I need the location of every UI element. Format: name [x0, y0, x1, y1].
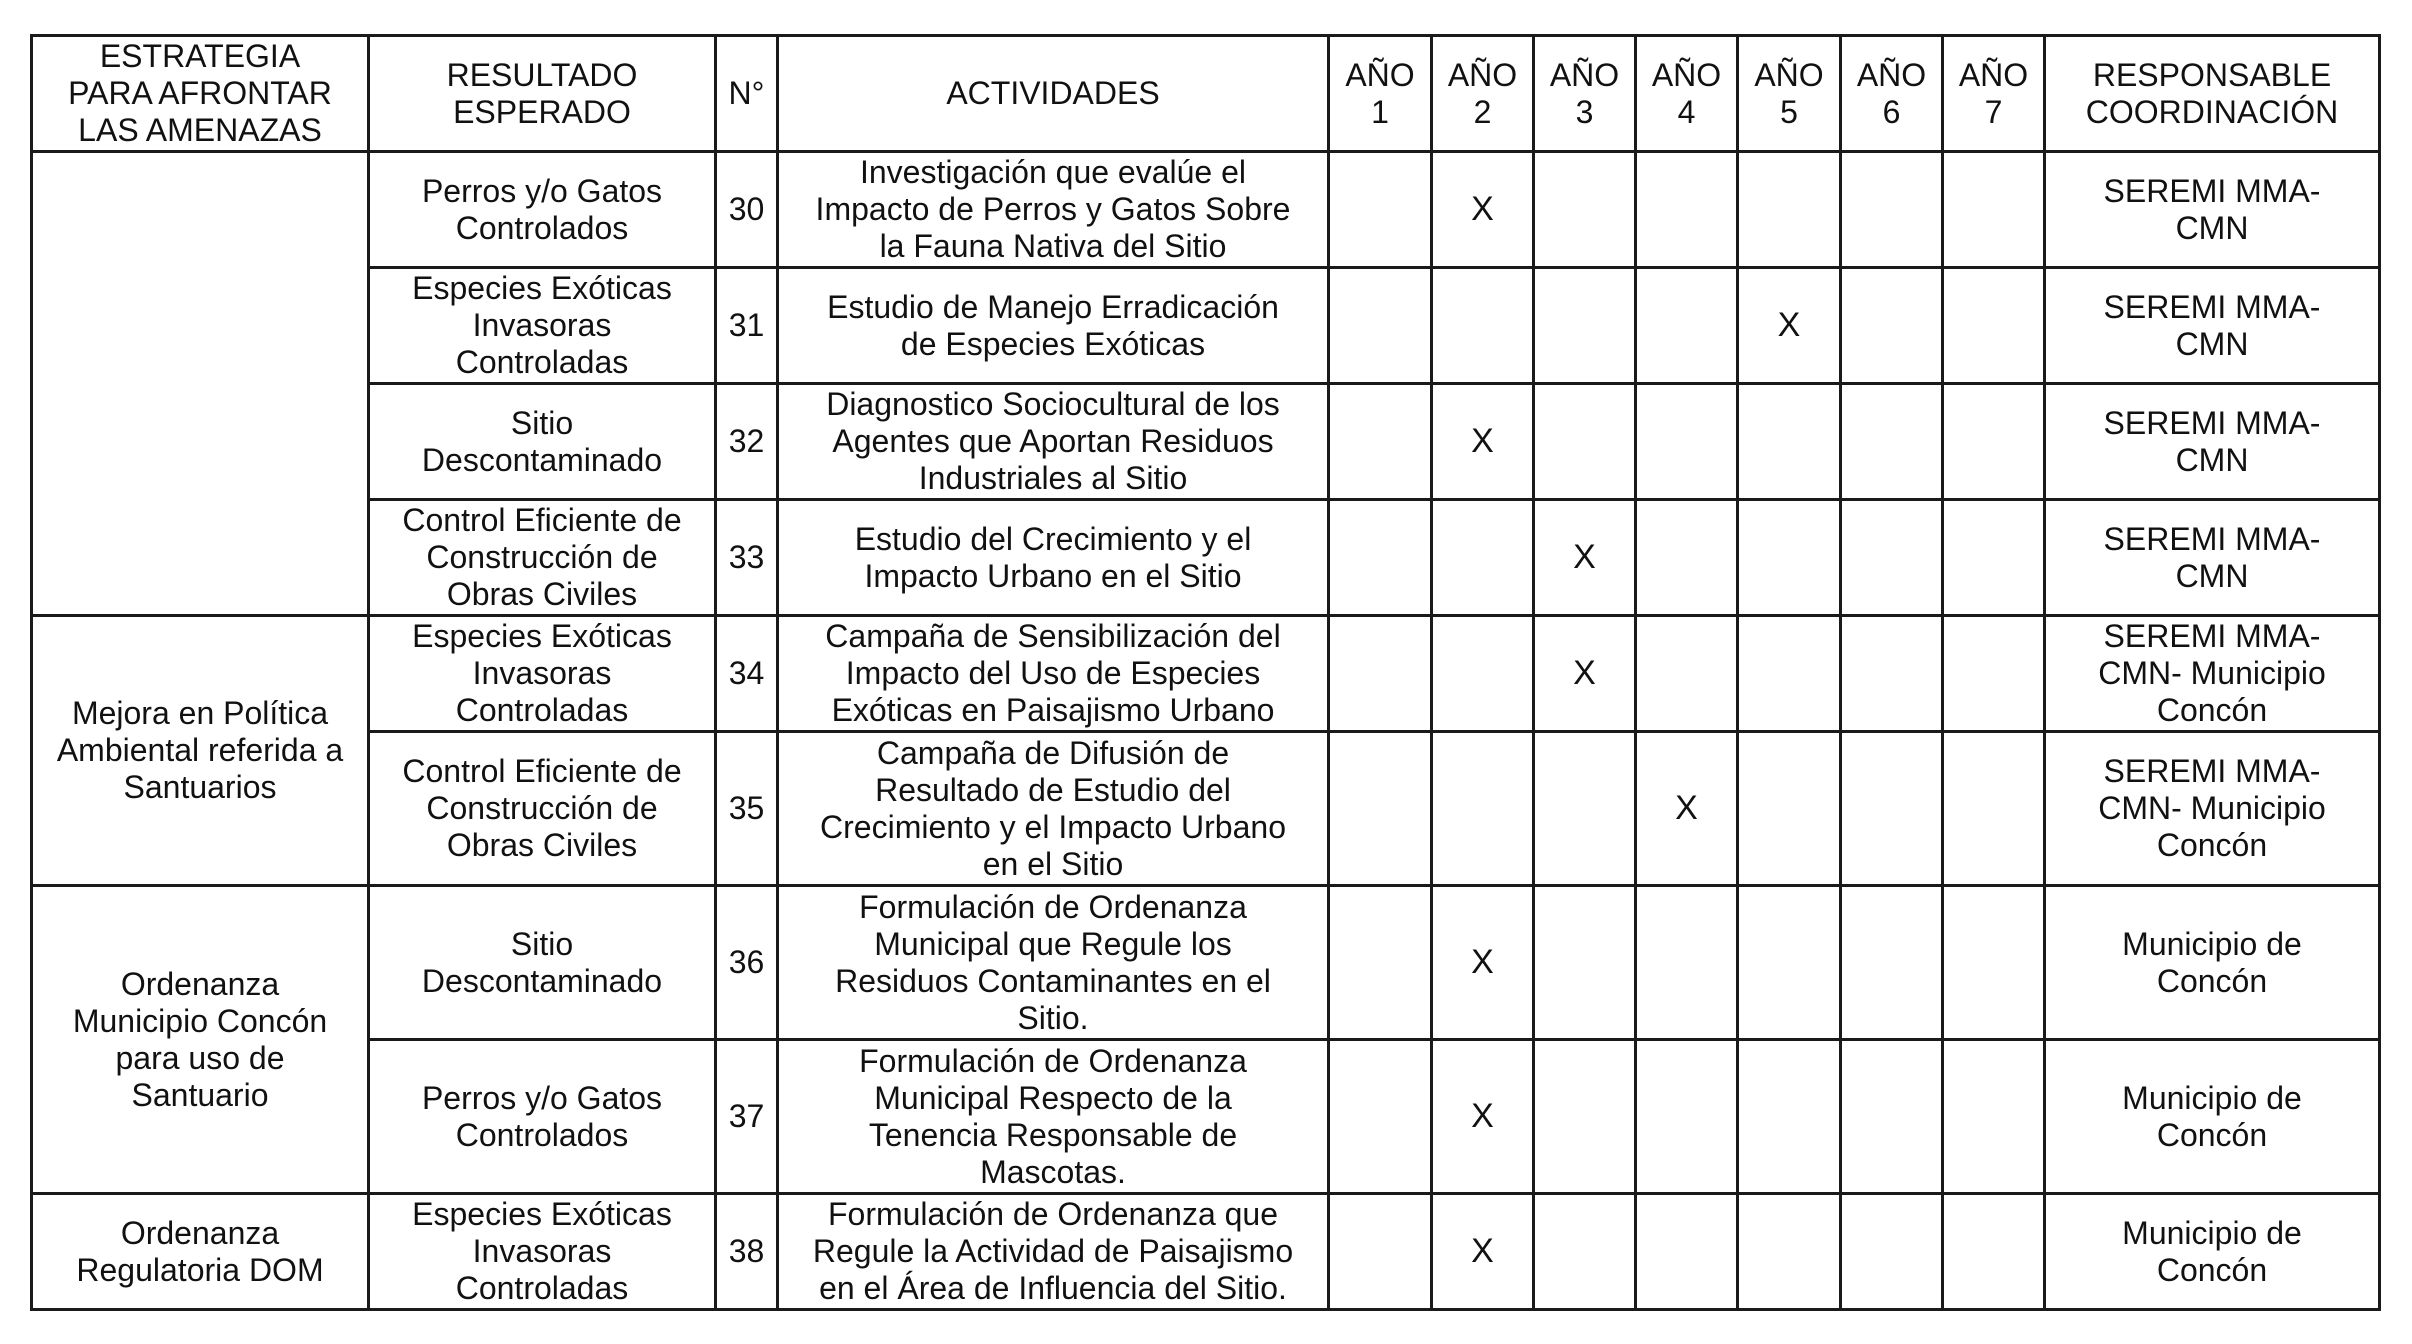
- table-row: [32, 1040, 2380, 1194]
- header-anio-1: AÑO 1: [1329, 36, 1432, 152]
- resultado-cell: Especies Exóticas Invasoras Controladas: [369, 1194, 716, 1310]
- actividad-cell: Estudio del Crecimiento y el Impacto Urbano en el Sitio: [778, 500, 1329, 616]
- year-3-cell: X: [1534, 500, 1636, 616]
- table-row: [32, 384, 2380, 500]
- year-2-cell: X: [1432, 1194, 1534, 1310]
- responsable-cell: SEREMI MMA- CMN- Municipio Concón: [2045, 616, 2380, 732]
- resultado-cell: Especies Exóticas Invasoras Controladas: [369, 616, 716, 732]
- actividad-cell: Formulación de Ordenanza Municipal que Regule los Residuos Contaminantes en el Sitio.: [778, 886, 1329, 1040]
- year-3-cell: [1534, 886, 1636, 1040]
- year-5-cell: [1738, 500, 1841, 616]
- year-4-cell: [1636, 500, 1738, 616]
- resultado-cell: Sitio Descontaminado: [369, 886, 716, 1040]
- numero-cell: 37: [716, 1040, 778, 1194]
- year-7-cell: [1943, 384, 2045, 500]
- table-row: [32, 152, 2380, 268]
- table-row: [32, 886, 2380, 1040]
- strategy-cell: [32, 152, 369, 616]
- header-estrategia: ESTRATEGIA PARA AFRONTAR LAS AMENAZAS: [32, 36, 369, 152]
- table-row: [32, 732, 2380, 886]
- year-1-cell: [1329, 500, 1432, 616]
- year-7-cell: [1943, 616, 2045, 732]
- numero-cell: 36: [716, 886, 778, 1040]
- year-5-cell: [1738, 152, 1841, 268]
- year-1-cell: [1329, 384, 1432, 500]
- responsable-cell: SEREMI MMA- CMN: [2045, 500, 2380, 616]
- strategy-cell: Mejora en Política Ambiental referida a Santuarios: [32, 616, 369, 886]
- strategy-cell: Ordenanza Regulatoria DOM: [32, 1194, 369, 1310]
- year-4-cell: [1636, 152, 1738, 268]
- year-3-cell: [1534, 152, 1636, 268]
- year-6-cell: [1841, 1040, 1943, 1194]
- resultado-cell: Sitio Descontaminado: [369, 384, 716, 500]
- year-6-cell: [1841, 500, 1943, 616]
- year-3-cell: [1534, 384, 1636, 500]
- year-7-cell: [1943, 732, 2045, 886]
- numero-cell: 33: [716, 500, 778, 616]
- numero-cell: 35: [716, 732, 778, 886]
- year-6-cell: [1841, 384, 1943, 500]
- header-anio-7: AÑO 7: [1943, 36, 2045, 152]
- actividad-cell: Investigación que evalúe el Impacto de Perros y Gatos Sobre la Fauna Nativa del Sitio: [778, 152, 1329, 268]
- strategy-activities-table: [30, 34, 2381, 1311]
- actividad-cell: Campaña de Difusión de Resultado de Estudio del Crecimiento y el Impacto Urbano en el Sitio: [778, 732, 1329, 886]
- year-2-cell: X: [1432, 152, 1534, 268]
- table-row: [32, 1194, 2380, 1310]
- year-7-cell: [1943, 152, 2045, 268]
- year-5-cell: [1738, 732, 1841, 886]
- numero-cell: 38: [716, 1194, 778, 1310]
- year-1-cell: [1329, 1194, 1432, 1310]
- table-row: [32, 616, 2380, 732]
- actividad-cell: Estudio de Manejo Erradicación de Especies Exóticas: [778, 268, 1329, 384]
- resultado-cell: Control Eficiente de Construcción de Obras Civiles: [369, 732, 716, 886]
- year-6-cell: [1841, 616, 1943, 732]
- year-7-cell: [1943, 500, 2045, 616]
- year-5-cell: [1738, 1040, 1841, 1194]
- year-2-cell: [1432, 500, 1534, 616]
- numero-cell: 31: [716, 268, 778, 384]
- year-2-cell: X: [1432, 384, 1534, 500]
- year-7-cell: [1943, 1040, 2045, 1194]
- header-anio-6: AÑO 6: [1841, 36, 1943, 152]
- resultado-cell: Perros y/o Gatos Controlados: [369, 1040, 716, 1194]
- year-6-cell: [1841, 268, 1943, 384]
- year-5-cell: X: [1738, 268, 1841, 384]
- header-resultado: RESULTADO ESPERADO: [369, 36, 716, 152]
- header-anio-5: AÑO 5: [1738, 36, 1841, 152]
- year-4-cell: [1636, 384, 1738, 500]
- year-3-cell: X: [1534, 616, 1636, 732]
- year-6-cell: [1841, 1194, 1943, 1310]
- year-4-cell: [1636, 1040, 1738, 1194]
- header-anio-4: AÑO 4: [1636, 36, 1738, 152]
- year-1-cell: [1329, 1040, 1432, 1194]
- header-numero: N°: [716, 36, 778, 152]
- numero-cell: 34: [716, 616, 778, 732]
- year-2-cell: [1432, 616, 1534, 732]
- strategy-cell: Ordenanza Municipio Concón para uso de Santuario: [32, 886, 369, 1194]
- year-3-cell: [1534, 732, 1636, 886]
- year-1-cell: [1329, 268, 1432, 384]
- year-2-cell: X: [1432, 886, 1534, 1040]
- header-responsable: RESPONSABLE COORDINACIÓN: [2045, 36, 2380, 152]
- year-4-cell: [1636, 1194, 1738, 1310]
- year-4-cell: [1636, 616, 1738, 732]
- actividad-cell: Formulación de Ordenanza que Regule la Actividad de Paisajismo en el Área de Influencia del Sitio.: [778, 1194, 1329, 1310]
- year-4-cell: [1636, 268, 1738, 384]
- responsable-cell: Municipio de Concón: [2045, 1194, 2380, 1310]
- numero-cell: 30: [716, 152, 778, 268]
- responsable-cell: Municipio de Concón: [2045, 886, 2380, 1040]
- year-3-cell: [1534, 268, 1636, 384]
- actividad-cell: Campaña de Sensibilización del Impacto del Uso de Especies Exóticas en Paisajismo Urbano: [778, 616, 1329, 732]
- year-3-cell: [1534, 1194, 1636, 1310]
- year-4-cell: [1636, 886, 1738, 1040]
- actividad-cell: Formulación de Ordenanza Municipal Respecto de la Tenencia Responsable de Mascotas.: [778, 1040, 1329, 1194]
- year-2-cell: [1432, 268, 1534, 384]
- year-5-cell: [1738, 886, 1841, 1040]
- year-3-cell: [1534, 1040, 1636, 1194]
- year-1-cell: [1329, 886, 1432, 1040]
- responsable-cell: SEREMI MMA- CMN- Municipio Concón: [2045, 732, 2380, 886]
- year-4-cell: X: [1636, 732, 1738, 886]
- resultado-cell: Especies Exóticas Invasoras Controladas: [369, 268, 716, 384]
- table-row: [32, 268, 2380, 384]
- year-7-cell: [1943, 886, 2045, 1040]
- header-anio-3: AÑO 3: [1534, 36, 1636, 152]
- year-6-cell: [1841, 886, 1943, 1040]
- year-2-cell: [1432, 732, 1534, 886]
- year-5-cell: [1738, 384, 1841, 500]
- table-header-row: [32, 36, 2380, 152]
- numero-cell: 32: [716, 384, 778, 500]
- responsable-cell: SEREMI MMA- CMN: [2045, 268, 2380, 384]
- responsable-cell: SEREMI MMA- CMN: [2045, 384, 2380, 500]
- resultado-cell: Perros y/o Gatos Controlados: [369, 152, 716, 268]
- year-6-cell: [1841, 732, 1943, 886]
- responsable-cell: SEREMI MMA- CMN: [2045, 152, 2380, 268]
- table-row: [32, 500, 2380, 616]
- year-1-cell: [1329, 616, 1432, 732]
- year-5-cell: [1738, 616, 1841, 732]
- year-1-cell: [1329, 152, 1432, 268]
- actividad-cell: Diagnostico Sociocultural de los Agentes que Aportan Residuos Industriales al Sitio: [778, 384, 1329, 500]
- responsable-cell: Municipio de Concón: [2045, 1040, 2380, 1194]
- year-1-cell: [1329, 732, 1432, 886]
- year-5-cell: [1738, 1194, 1841, 1310]
- year-7-cell: [1943, 268, 2045, 384]
- header-anio-2: AÑO 2: [1432, 36, 1534, 152]
- resultado-cell: Control Eficiente de Construcción de Obras Civiles: [369, 500, 716, 616]
- year-6-cell: [1841, 152, 1943, 268]
- year-2-cell: X: [1432, 1040, 1534, 1194]
- header-actividades: ACTIVIDADES: [778, 36, 1329, 152]
- year-7-cell: [1943, 1194, 2045, 1310]
